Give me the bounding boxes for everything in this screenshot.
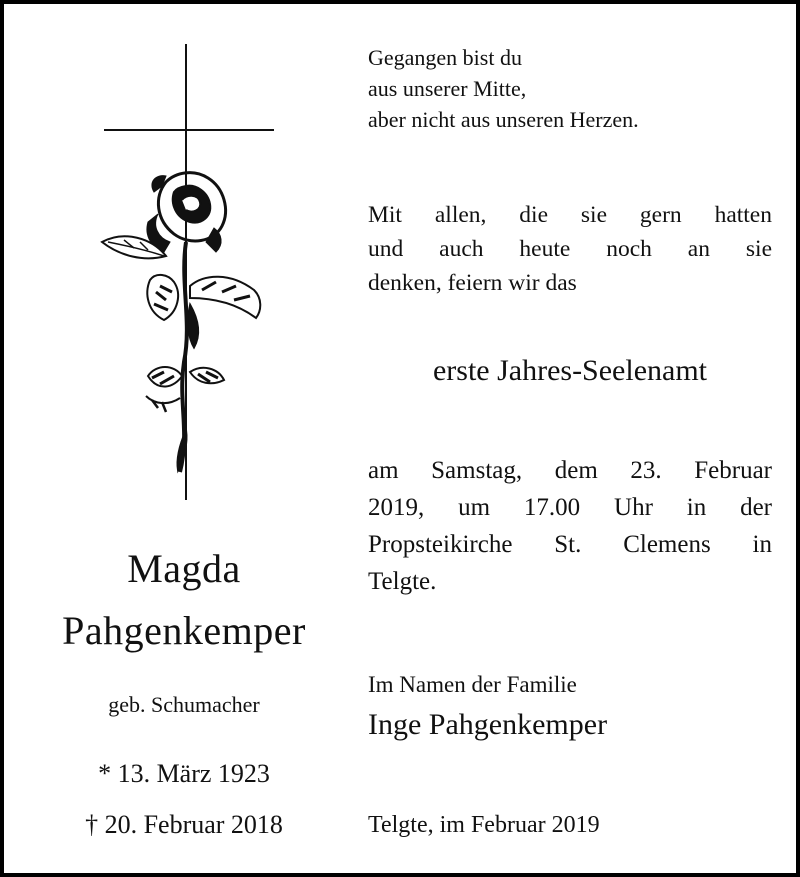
birth-date: * 13. März 1923 (98, 759, 270, 788)
death-date: † 20. Februar 2018 (85, 810, 283, 839)
poem-line: Gegangen bist du (368, 45, 522, 70)
details-line: Propsteikirche St. Clemens in (368, 531, 772, 558)
details-line: am Samstag, dem 23. Februar (368, 457, 772, 484)
signature-name: Inge Pahgenkemper (368, 708, 608, 741)
invitation-line: und auch heute noch an sie (368, 236, 772, 262)
event-details (368, 452, 772, 600)
maiden-name: geb. Schumacher (108, 692, 260, 717)
deceased-first-name: Magda (127, 546, 241, 591)
obituary-card (4, 4, 796, 873)
cross-with-rose-icon (94, 42, 294, 502)
left-column (4, 4, 364, 873)
event-title: erste Jahres-Seelenamt (432, 354, 708, 387)
details-line: Telgte. (368, 568, 437, 595)
invitation-text (368, 198, 772, 300)
right-column (368, 4, 772, 873)
poem-line: aus unserer Mitte, (368, 76, 527, 101)
poem (368, 42, 772, 135)
details-line: 2019, um 17.00 Uhr in der (368, 494, 772, 521)
invitation-line: denken, feiern wir das (368, 270, 577, 296)
deceased-last-name: Pahgenkemper (62, 608, 306, 653)
place-date: Telgte, im Februar 2019 (368, 812, 600, 838)
signature-intro: Im Namen der Familie (368, 672, 577, 697)
poem-line: aber nicht aus unseren Herzen. (368, 107, 639, 132)
invitation-line: Mit allen, die sie gern hatten (368, 202, 772, 228)
